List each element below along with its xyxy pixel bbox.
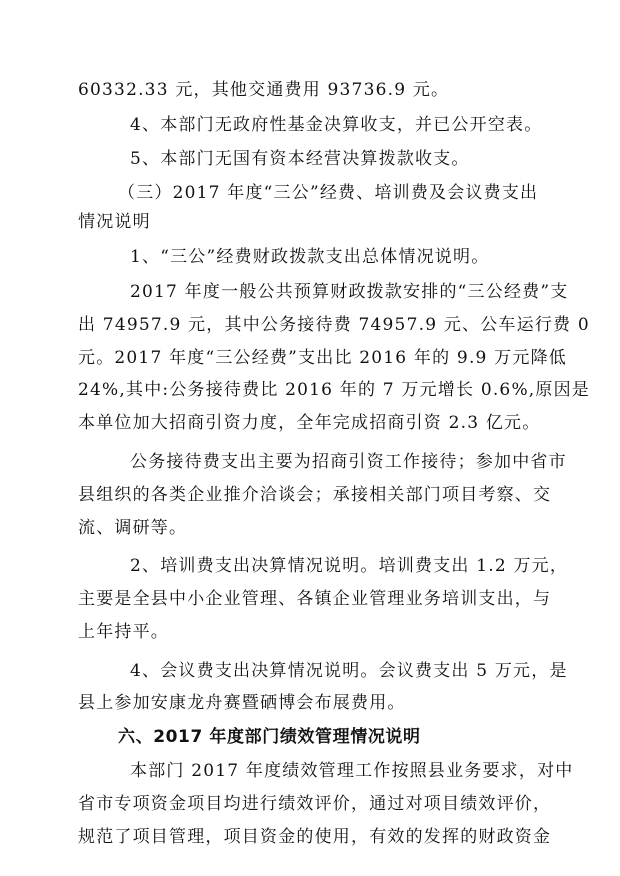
text-line: 主要是全县中小企业管理、各镇企业管理业务培训支出，与 bbox=[78, 589, 552, 609]
text-line: 规范了项目管理，项目资金的使用，有效的发挥的财政资金 bbox=[78, 827, 552, 847]
text-line: 县组织的各类企业推介洽谈会；承接相关部门项目考察、交 bbox=[78, 485, 552, 505]
text-line: 流、调研等。 bbox=[78, 518, 188, 538]
text-line: 县上参加安康龙舟赛暨硒博会布展费用。 bbox=[78, 693, 406, 713]
section-heading: 六、2017 年度部门绩效管理情况说明 bbox=[118, 727, 421, 747]
subsection-heading: 情况说明 bbox=[78, 212, 151, 232]
text-line: 本部门 2017 年度绩效管理工作按照县业务要求，对中 bbox=[130, 761, 574, 781]
text-line: 出 74957.9 元，其中公务接待费 74957.9 元、公车运行费 0 bbox=[78, 315, 590, 335]
text-line: 4、本部门无政府性基金决算收支，并已公开空表。 bbox=[130, 115, 543, 135]
text-line: 上年持平。 bbox=[78, 622, 169, 642]
text-line: 省市专项资金项目均进行绩效评价，通过对项目绩效评价， bbox=[78, 794, 552, 814]
text-line: 5、本部门无国有资本经营决算拨款收支。 bbox=[130, 149, 470, 169]
text-line: 4、会议费支出决算情况说明。会议费支出 5 万元，是 bbox=[130, 661, 568, 681]
text-line: 24%,其中:公务接待费比 2016 年的 7 万元增长 0.6%,原因是 bbox=[78, 380, 591, 400]
text-line: 2017 年度一般公共预算财政拨款安排的“三公经费”支 bbox=[130, 282, 569, 302]
text-line: 本单位加大招商引资力度，全年完成招商引资 2.3 亿元。 bbox=[78, 413, 541, 433]
text-line: 2、培训费支出决算情况说明。培训费支出 1.2 万元， bbox=[130, 556, 569, 576]
subsection-heading: （三）2017 年度“三公”经费、培训费及会议费支出 bbox=[118, 183, 539, 203]
text-line: 元。2017 年度“三公经费”支出比 2016 年的 9.9 万元降低 bbox=[78, 348, 567, 368]
text-line: 公务接待费支出主要为招商引资工作接待；参加中省市 bbox=[130, 452, 567, 472]
text-line: 1、“三公”经费财政拨款支出总体情况说明。 bbox=[130, 247, 490, 267]
text-line: 60332.33 元，其他交通费用 93736.9 元。 bbox=[78, 80, 450, 100]
